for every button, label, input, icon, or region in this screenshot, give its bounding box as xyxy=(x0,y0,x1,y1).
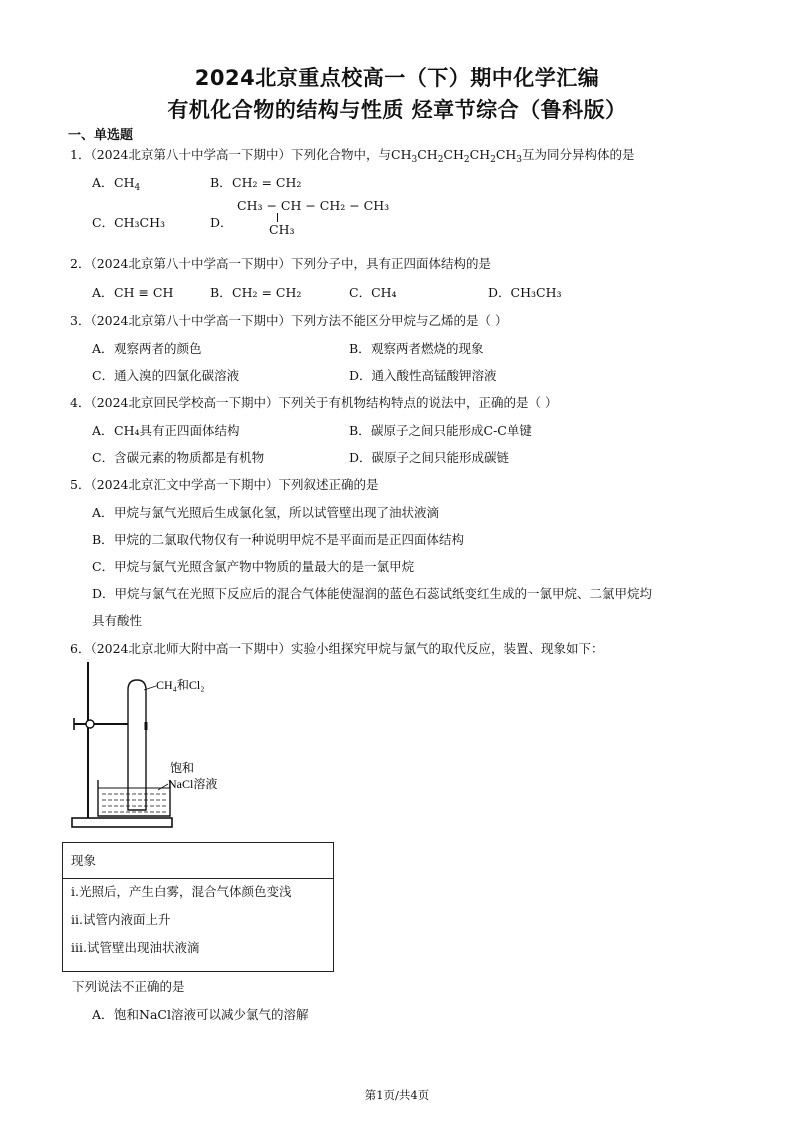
phenomena-table-header: 现象 xyxy=(63,843,333,879)
solution-label-1: 饱和 xyxy=(170,761,195,775)
stand-base xyxy=(72,818,172,827)
section-heading: 一、单选题 xyxy=(68,128,134,143)
question-4-stem: 4．（2024北京回民学校高一下期中）下列关于有机物结构特点的说法中，正确的是（ ） xyxy=(70,395,558,410)
experiment-apparatus xyxy=(68,662,348,834)
q3-option-b[interactable]: B．观察两者燃烧的现象 xyxy=(349,341,484,356)
q4-option-a[interactable]: A．CH₄具有正四面体结构 xyxy=(92,423,240,438)
q5-option-c[interactable]: C．甲烷与氯气光照含氯产物中物质的量最大的是一氯甲烷 xyxy=(92,559,415,574)
document-title-line-2: 有机化合物的结构与性质 烃章节综合（鲁科版） xyxy=(167,98,627,122)
branch-bond xyxy=(277,213,278,222)
q1-option-b[interactable]: B．CH₂ = CH₂ xyxy=(210,175,302,190)
q5-option-b[interactable]: B．甲烷的二氯取代物仅有一种说明甲烷不是平面而是正四面体结构 xyxy=(92,532,465,547)
q1-option-c[interactable]: C．CH₃CH₃ xyxy=(92,215,166,230)
phenomenon-2: ⅱ.试管内液面上升 xyxy=(71,912,171,927)
q3-option-a[interactable]: A．观察两者的颜色 xyxy=(92,341,202,356)
question-5-stem: 5．（2024北京汇文中学高一下期中）下列叙述正确的是 xyxy=(70,477,379,492)
phenomenon-3: ⅲ.试管壁出现油状液滴 xyxy=(71,940,200,955)
q2-option-b[interactable]: B．CH₂ = CH₂ xyxy=(210,285,302,300)
question-2-stem: 2．（2024北京第八十中学高一下期中）下列分子中，具有正四面体结构的是 xyxy=(70,256,492,271)
document-title-line-1: 2024北京重点校高一（下）期中化学汇编 xyxy=(194,66,600,90)
page-footer: 第1页/共4页 xyxy=(364,1088,430,1102)
q5-option-a[interactable]: A．甲烷与氯气光照后生成氯化氢，所以试管壁出现了油状液滴 xyxy=(92,505,440,520)
test-tube xyxy=(128,680,146,810)
q4-option-d[interactable]: D．碳原子之间只能形成碳链 xyxy=(349,450,510,465)
solution-hatching xyxy=(102,794,166,812)
question-6-stem: 6．（2024北京北师大附中高一下期中）实验小组探究甲烷与氯气的取代反应，装置、现象如下： xyxy=(70,641,604,656)
q1-option-d-label[interactable]: D． xyxy=(210,215,233,230)
question-1-stem: 1．（2024北京第八十中学高一下期中）下列化合物中，与$CH_3CH_2CH_2CH_2CH_3$互为同分异构体的是 xyxy=(70,147,635,165)
phenomenon-1: ⅰ.光照后，产生白雾，混合气体颜色变浅 xyxy=(71,884,292,899)
q5-option-d[interactable]: D．甲烷与氯气在光照下反应后的混合气体能使湿润的蓝色石蕊试纸变红生成的一氯甲烷、二氯甲烷均 xyxy=(92,586,653,601)
question-3-stem: 3．（2024北京第八十中学高一下期中）下列方法不能区分甲烷与乙烯的是（ ） xyxy=(70,313,508,328)
q3-option-c[interactable]: C．通入溴的四氯化碳溶液 xyxy=(92,368,240,383)
q4-option-c[interactable]: C．含碳元素的物质都是有机物 xyxy=(92,450,265,465)
phenomena-table xyxy=(62,842,334,972)
clamp-knob xyxy=(86,720,94,728)
q1-option-d-structure: CH₃ − CH − CH₂ − CH₃ CH₃ xyxy=(237,198,390,237)
q5-option-d-continued: 具有酸性 xyxy=(92,613,143,628)
question-6-followup: 下列说法不正确的是 xyxy=(72,979,185,994)
q1-formula: $CH_3CH_2CH_2CH_2CH_3$ xyxy=(391,147,523,165)
q1-option-a[interactable]: A．$CH_4$ xyxy=(92,175,141,193)
q6-option-a[interactable]: A．饱和NaCl溶液可以减少氯气的溶解 xyxy=(92,1007,309,1022)
q2-option-c[interactable]: C．CH₄ xyxy=(349,285,397,300)
q2-option-a[interactable]: A．CH ≡ CH xyxy=(92,285,174,300)
gas-label: CH₄和Cl₂ xyxy=(156,678,205,692)
q3-option-d[interactable]: D．通入酸性高锰酸钾溶液 xyxy=(349,368,497,383)
q4-option-b[interactable]: B．碳原子之间只能形成C-C单键 xyxy=(349,423,532,438)
solution-label-2: NaCl溶液 xyxy=(168,777,218,791)
q2-option-d[interactable]: D．CH₃CH₃ xyxy=(488,285,562,300)
